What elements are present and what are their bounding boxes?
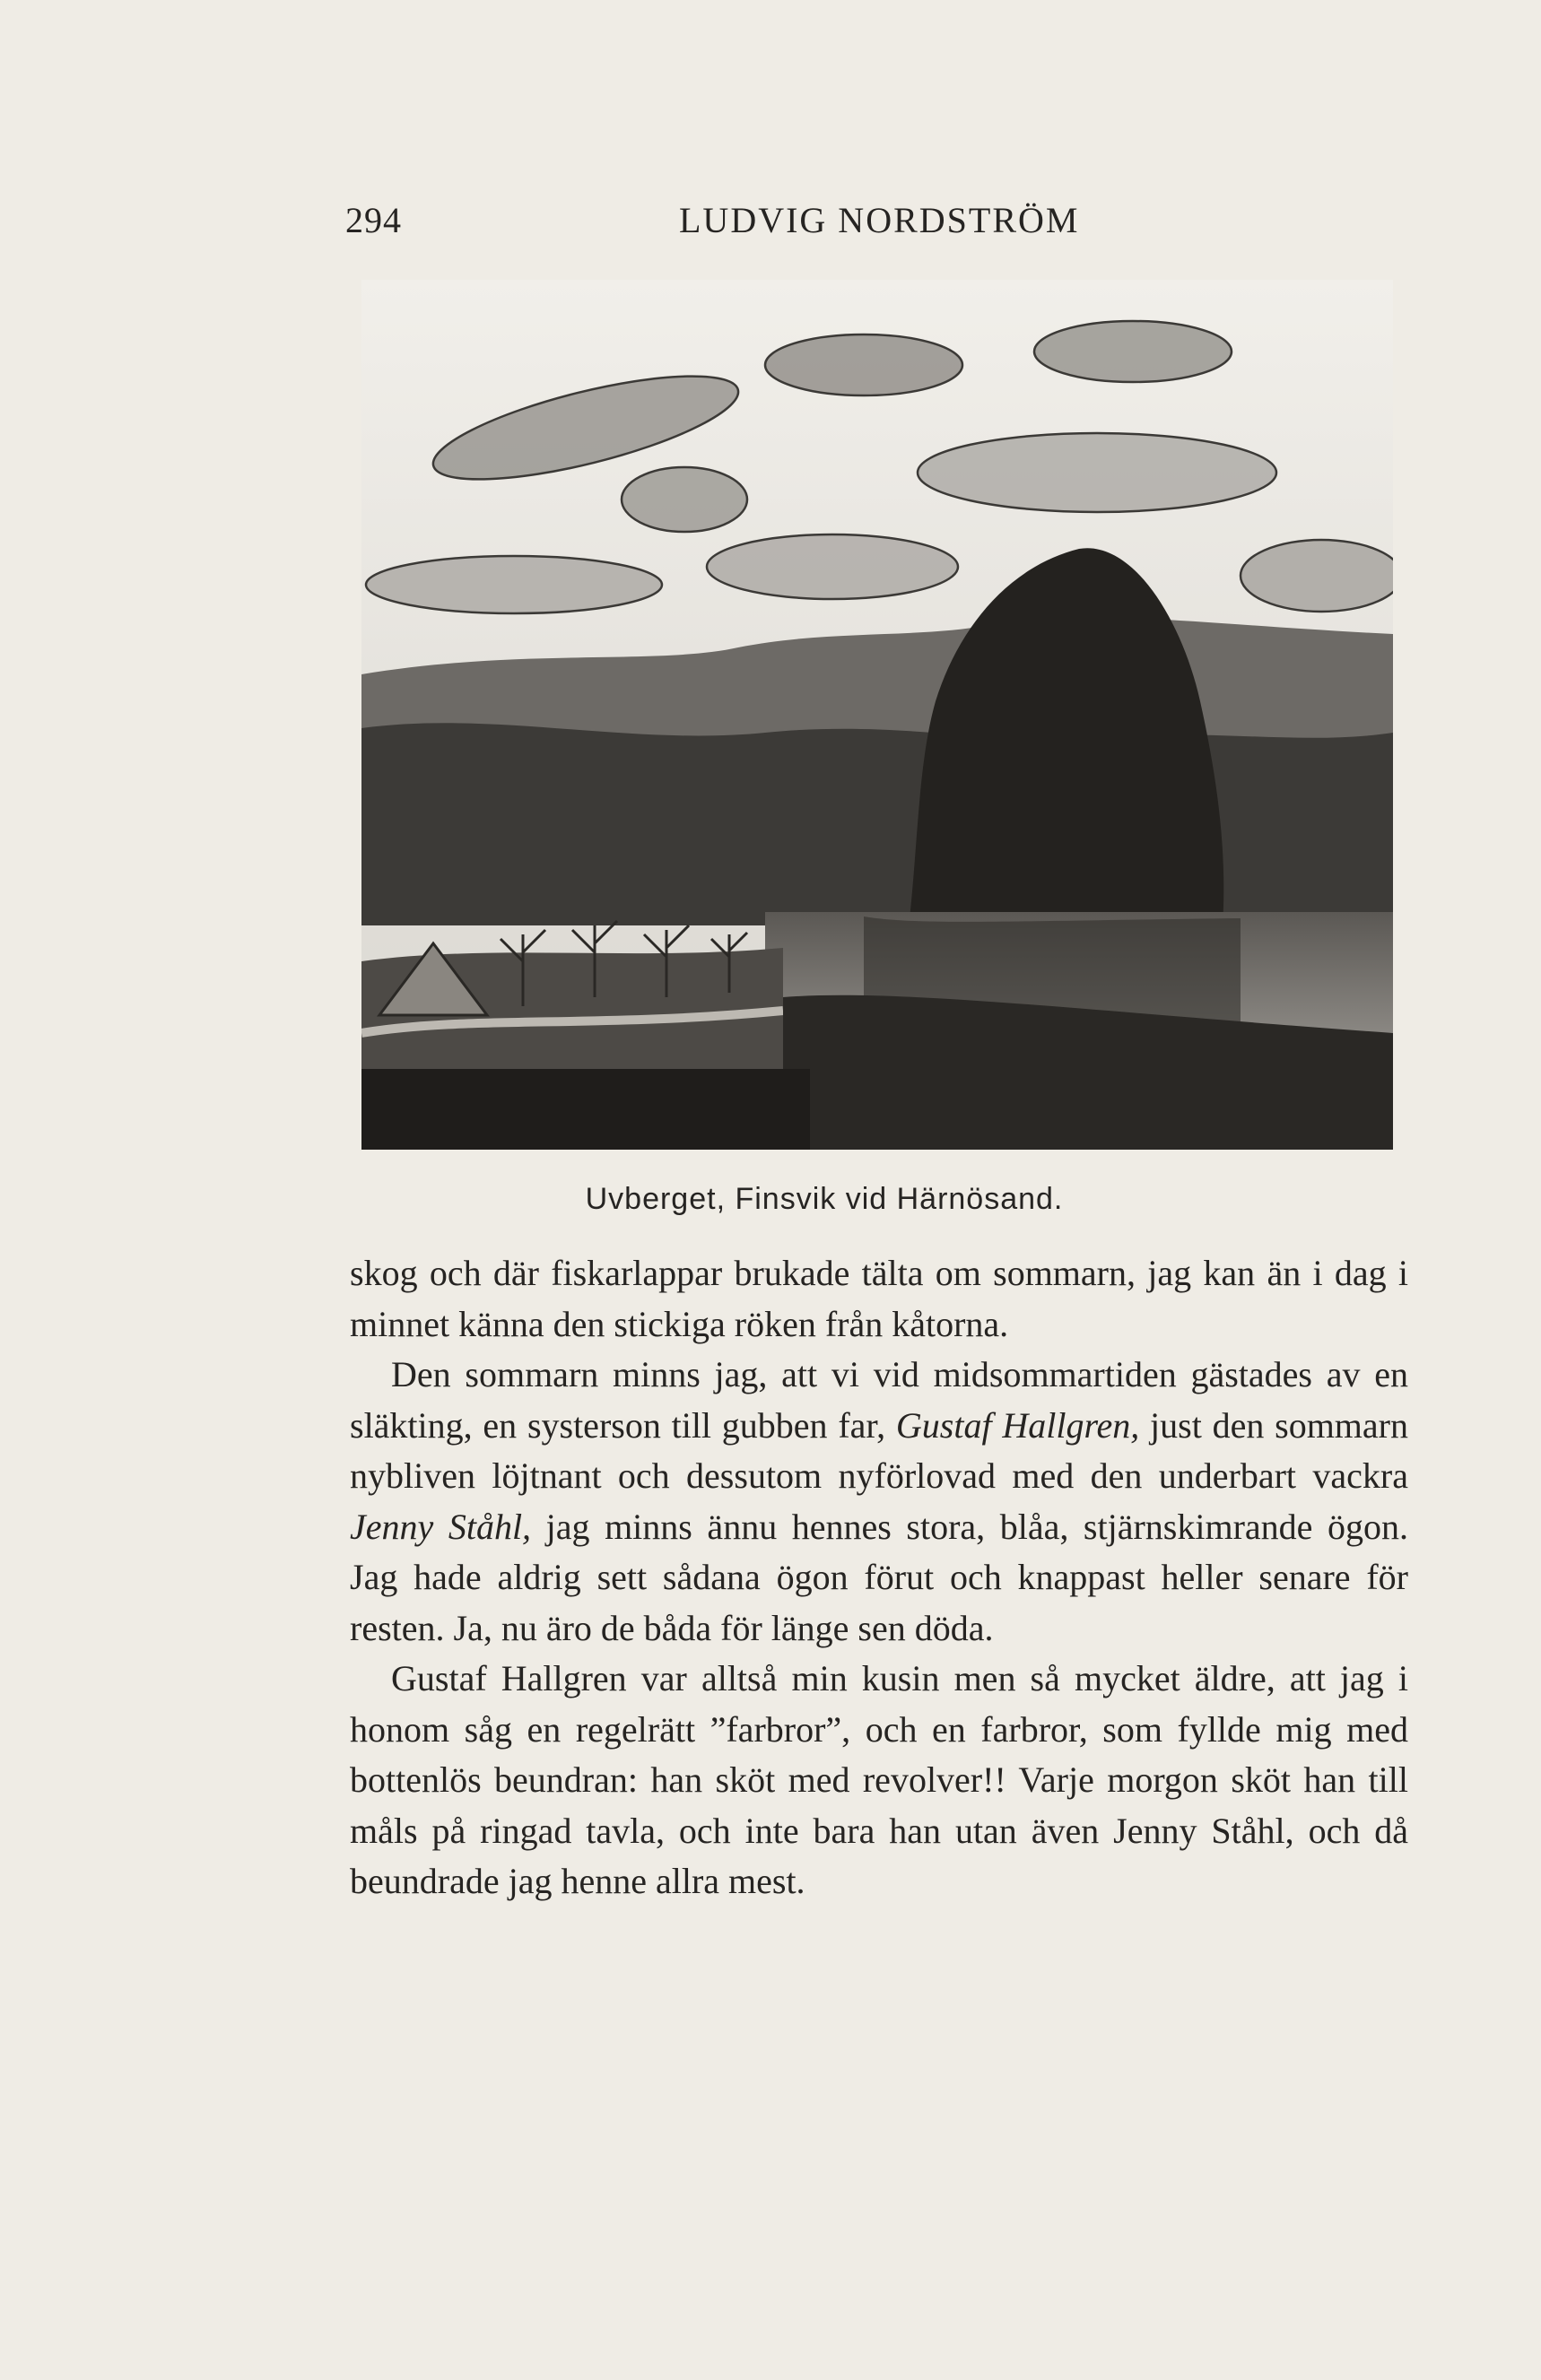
paragraph-2-part-c: jag minns ännu hennes stora, blåa, stjärnskimrande ögon. Jag hade aldrig sett sådana ögon förut och knappast heller senare för resten. Ja, nu äro de båda för länge sen döda. <box>350 1506 1408 1648</box>
name-gustaf-hallgren: Gustaf Hallgren, <box>895 1404 1140 1446</box>
paragraph-1: skog och där fiskarlappar brukade tälta om sommarn, jag kan än i dag i minnet känna den stickiga röken från kåtorna. <box>350 1253 1408 1344</box>
landscape-drawing <box>361 280 1393 1150</box>
dark-foreground <box>361 1069 810 1150</box>
running-title: LUDVIG NORDSTRÖM <box>679 200 1080 240</box>
forest <box>361 723 1393 925</box>
paragraph-2 <box>350 1350 1408 1654</box>
paragraph-3: Gustaf Hallgren var alltså min kusin men så mycket äldre, att jag i honom såg en regelrätt ”farbror”, och en farbror, som fyllde mig med bottenlös beundran: han sköt med revolver!! Varje morgon sköt han till måls på ringad tavla, och inte bara han utan även Jenny Ståhl, och då beundrade jag henne allra mest. <box>350 1658 1408 1901</box>
paragraph-2-part-a: Den sommarn minns jag, att vi vid midsommartiden gästades av en släkting, en systerson till gubben far, <box>350 1354 1408 1446</box>
body-text <box>350 1248 1408 1907</box>
illustration-caption: Uvberget, Finsvik vid Härnösand. <box>585 1182 1064 1216</box>
page-number: 294 <box>345 200 402 240</box>
landscape-illustration <box>361 280 1393 1150</box>
paragraph-2-part-b: just den sommarn nybliven löjtnant och dessutom nyförlovad med den underbart vackra <box>350 1404 1408 1496</box>
name-jenny-stahl: Jenny Ståhl, <box>350 1506 532 1547</box>
page-header <box>345 199 1404 253</box>
